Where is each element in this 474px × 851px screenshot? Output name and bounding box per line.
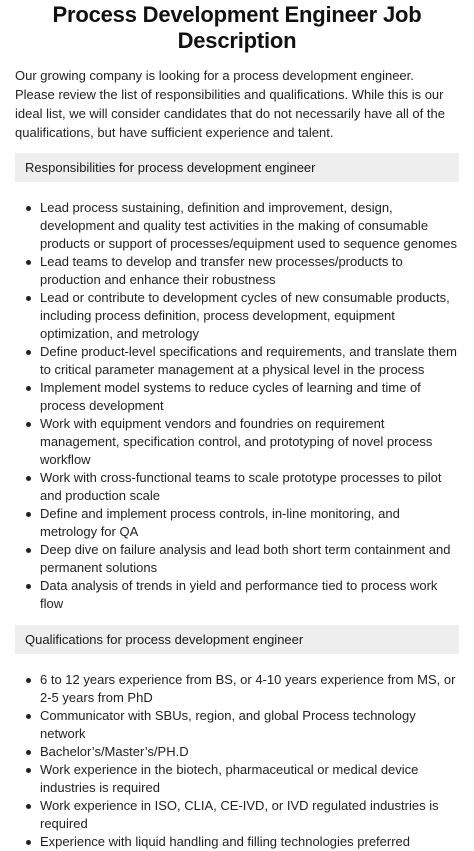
- page-title: Process Development Engineer Job Description: [52, 2, 422, 53]
- list-item-text: Work experience in ISO, CLIA, CE-IVD, or IVD regulated industries is required: [40, 798, 439, 831]
- list-item: [40, 577, 459, 613]
- bullet-icon: [26, 804, 31, 809]
- list-item-text: Experience with liquid handling and filling technologies preferred: [40, 834, 411, 849]
- bullet-icon: [26, 476, 31, 481]
- bullet-icon: [26, 296, 31, 301]
- bullet-icon: [26, 678, 31, 683]
- list-item: [40, 707, 459, 743]
- list-item-text: 6 to 12 years experience from BS, or 4-10 years experience from MS, or 2-5 years from PhD: [40, 672, 456, 705]
- bullet-icon: [26, 260, 31, 265]
- list-item: [40, 833, 459, 851]
- list-item: [40, 671, 459, 707]
- list-item: [40, 199, 459, 253]
- list-item-text: Data analysis of trends in yield and performance tied to process work flow: [40, 578, 438, 611]
- list-item-text: Lead or contribute to development cycles of new consumable products, including process definition, process development, equipment optimization, and metrology: [40, 290, 450, 341]
- list-item-text: Work with cross-functional teams to scale prototype processes to pilot and production scale: [40, 470, 442, 503]
- bullet-icon: [26, 840, 31, 845]
- list-item: [40, 797, 459, 833]
- job-description-page: [0, 2, 474, 849]
- qualifications-heading: Qualifications for process development engineer: [15, 625, 459, 654]
- list-item: [40, 541, 459, 577]
- list-item: [40, 761, 459, 797]
- list-item-text: Define product-level specifications and requirements, and translate them to critical parameter management at a physical level in the process: [40, 344, 457, 377]
- list-item: [40, 289, 459, 343]
- list-item-text: Lead teams to develop and transfer new processes/products to production and enhance their robustness: [40, 254, 403, 287]
- list-item: [40, 469, 459, 505]
- list-item-text: Implement model systems to reduce cycles of learning and time of process development: [40, 380, 421, 413]
- bullet-icon: [26, 350, 31, 355]
- responsibilities-list: [15, 199, 459, 613]
- list-item-text: Work experience in the biotech, pharmaceutical or medical device industries is required: [40, 762, 419, 795]
- list-item: [40, 415, 459, 469]
- list-item: [40, 505, 459, 541]
- bullet-icon: [26, 768, 31, 773]
- list-item: [40, 253, 459, 289]
- bullet-icon: [26, 548, 31, 553]
- list-item: [40, 343, 459, 379]
- intro-paragraph: Our growing company is looking for a process development engineer. Please review the list of responsibilities and qualifications. While this is our ideal list, we will consider candidates that do not necessarily have all of the qualifications, but have sufficient experience and talent.: [15, 68, 445, 140]
- list-item: [40, 743, 459, 761]
- list-item-text: Lead process sustaining, definition and improvement, design, development and quality test activities in the making of consumable products or support of processes/equipment used to sequence genomes: [40, 200, 457, 251]
- bullet-icon: [26, 714, 31, 719]
- bullet-icon: [26, 206, 31, 211]
- list-item: [40, 379, 459, 415]
- list-item-text: Communicator with SBUs, region, and global Process technology network: [40, 708, 416, 741]
- bullet-icon: [26, 584, 31, 589]
- list-item-text: Work with equipment vendors and foundries on requirement management, specification control, and prototyping of novel process workflow: [40, 416, 433, 467]
- list-item-text: Bachelor’s/Master’s/PH.D: [40, 744, 189, 759]
- qualifications-list: [15, 671, 459, 851]
- bullet-icon: [26, 386, 31, 391]
- bullet-icon: [26, 512, 31, 517]
- list-item-text: Define and implement process controls, in-line monitoring, and metrology for QA: [40, 506, 400, 539]
- list-item-text: Deep dive on failure analysis and lead both short term containment and permanent solutions: [40, 542, 451, 575]
- responsibilities-heading: Responsibilities for process development engineer: [15, 153, 459, 182]
- bullet-icon: [26, 422, 31, 427]
- bullet-icon: [26, 750, 31, 755]
